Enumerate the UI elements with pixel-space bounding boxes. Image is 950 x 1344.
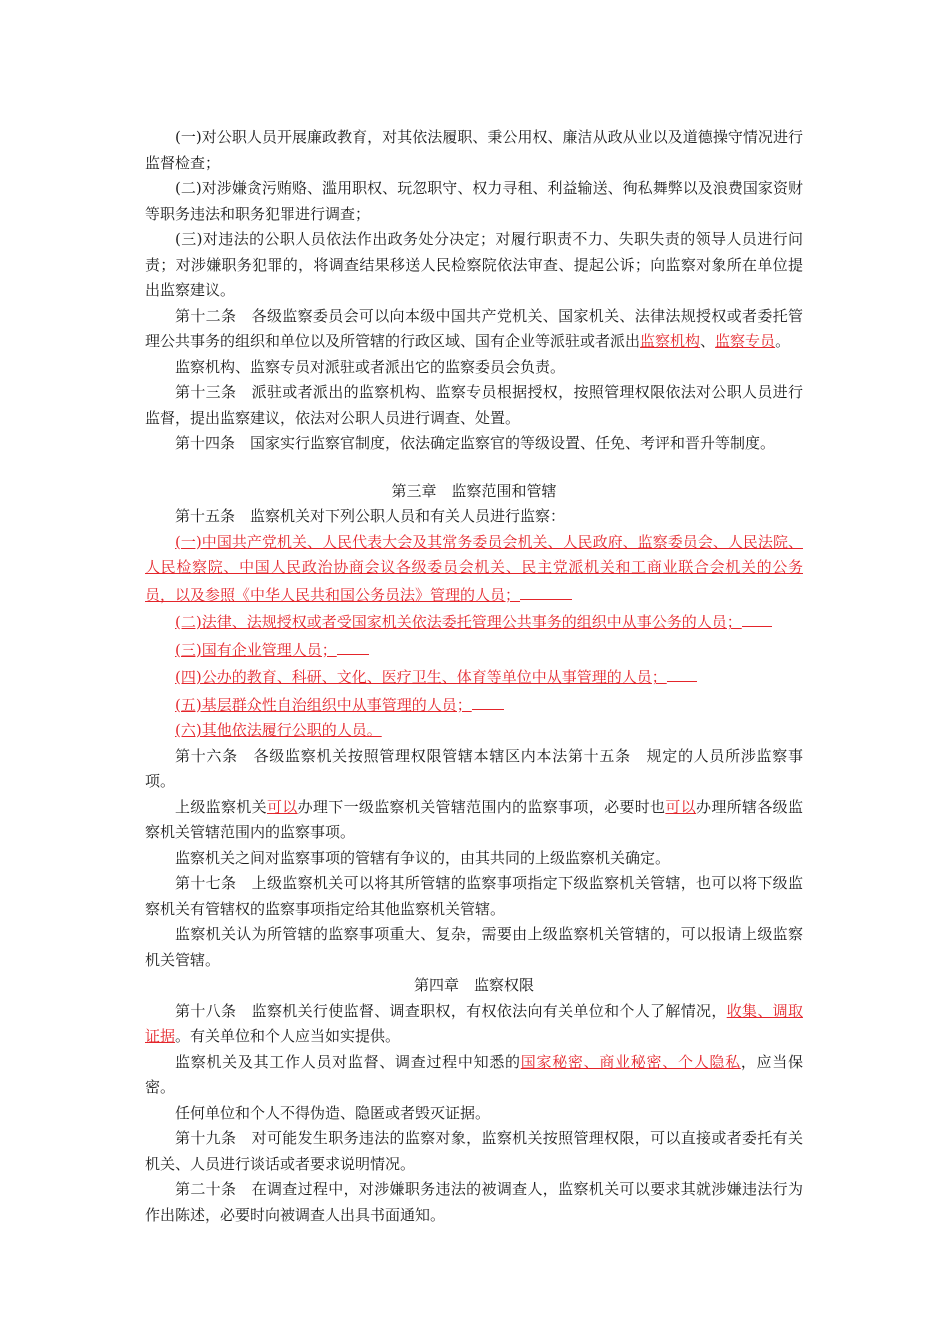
article-16: 第十六条 各级监察机关按照管理权限管辖本辖区内本法第十五条 规定的人员所涉监察事项。 — [145, 746, 803, 790]
highlight-item-5: (五)基层群众性自治组织中从事管理的人员； — [175, 695, 472, 714]
article-16-clause-3: 监察机关之间对监察事项的管辖有争议的，由其共同的上级监察机关确定。 — [175, 848, 671, 867]
paragraph-item-3: (三)对违法的公职人员依法作出政务处分决定；对履行职责不力、失职失责的领导人员进行问责；对涉嫌职务犯罪的，将调查结果移送人民检察院依法审查、提起公诉；向监察对象所在单位提出监察建议。 — [145, 230, 803, 299]
highlight-item-1: (一)中国共产党机关、人民代表大会及其常务委员会机关、人民政府、监察委员会、人民法院、人民检察院、中国人民政治协商会议各级委员会机关、民主党派机关和工商业联合会机关的公务员，以及参照《中华人民共和国公务员法》管理的人员； — [145, 532, 803, 604]
article-16-text-a: 上级监察机关 — [175, 797, 267, 816]
article-18 — [145, 999, 803, 1050]
highlight-supervision-commissioner: 监察专员 — [715, 332, 776, 350]
article-12-clause-2: 监察机构、监察专员对派驻或者派出它的监察委员会负责。 — [175, 357, 566, 376]
chapter-4-heading: 第四章 监察权限 — [413, 976, 534, 994]
paragraph-item-1: (一)对公职人员开展廉政教育，对其依法履职、秉公用权、廉洁从政从业以及道德操守情况进行监督检查； — [145, 128, 803, 172]
paragraph-item-2: (二)对涉嫌贪污贿赂、滥用职权、玩忽职守、权力寻租、利益输送、徇私舞弊以及浪费国家资财等职务违法和职务犯罪进行调查； — [145, 179, 803, 223]
article-16-clause-2 — [145, 795, 803, 846]
underline-tail — [520, 581, 572, 600]
underline-tail — [337, 636, 369, 655]
article-18-clause-2 — [145, 1050, 803, 1101]
highlight-supervision-agency: 监察机构 — [640, 332, 701, 350]
article-18-text-a: 第十八条 监察机关行使监督、调查职权，有权依法向有关单位和个人了解情况， — [175, 1001, 727, 1020]
article-13: 第十三条 派驻或者派出的监察机构、监察专员根据授权，按照管理权限依法对公职人员进行监督，提出监察建议，依法对公职人员进行调查、处置。 — [145, 383, 803, 427]
article-15-item-6 — [145, 718, 803, 744]
article-12 — [145, 304, 803, 355]
underline-tail — [742, 608, 772, 627]
highlight-secrets: 国家秘密、商业秘密、个人隐私 — [520, 1052, 741, 1071]
article-15: 第十五条 监察机关对下列公职人员和有关人员进行监察： — [175, 507, 566, 525]
article-20: 第二十条 在调查过程中，对涉嫌职务违法的被调查人，监察机关可以要求其就涉嫌违法行为作出陈述，必要时向被调查人出具书面通知。 — [145, 1180, 803, 1224]
article-18-clause-2-text-a: 监察机关及其工作人员对监督、调查过程中知悉的 — [175, 1052, 521, 1071]
article-18-text-b: 。有关单位和个人应当如实提供。 — [175, 1027, 401, 1045]
article-15-item-3 — [145, 636, 803, 664]
article-14: 第十四条 国家实行监察官制度，依法确定监察官的等级设置、任免、考评和晋升等制度。 — [175, 434, 776, 452]
section-gap — [145, 457, 803, 479]
highlight-item-3: (三)国有企业管理人员； — [175, 640, 337, 659]
period-text: 。 — [775, 332, 791, 350]
highlight-item-6: (六)其他依法履行公职的人员。 — [175, 721, 382, 739]
highlight-may-2: 可以 — [665, 797, 697, 816]
article-16-text-b: 办理下一级监察机关管辖范围内的监察事项，必要时也 — [297, 797, 666, 816]
article-16-text-c: 办理所辖各级监察机关管辖范围内的监察事项。 — [145, 797, 803, 841]
article-17-clause-2: 监察机关认为所管辖的监察事项重大、复杂，需要由上级监察机关管辖的，可以报请上级监察机关管辖。 — [145, 925, 803, 969]
article-15-item-5 — [145, 691, 803, 719]
highlight-may-1: 可以 — [266, 797, 298, 816]
highlight-collect-evidence: 收集、调取证据 — [145, 1001, 803, 1045]
underline-tail — [667, 663, 697, 682]
chapter-3-heading: 第三章 监察范围和管辖 — [391, 481, 557, 500]
article-12-text: 第十二条 各级监察委员会可以向本级中国共产党机关、国家机关、法律法规授权或者委托管理公共事务的组织和单位以及所管辖的行政区域、国有企业等派驻或者派出 — [145, 306, 803, 350]
article-15-item-1 — [145, 530, 803, 609]
article-17: 第十七条 上级监察机关可以将其所管辖的监察事项指定下级监察机关管辖，也可以将下级监察机关有管辖权的监察事项指定给其他监察机关管辖。 — [145, 874, 803, 918]
article-15-item-2 — [145, 608, 803, 636]
underline-tail — [472, 691, 504, 710]
article-18-clause-2-text-b: ，应当保密。 — [145, 1052, 803, 1096]
separator-text: 、 — [700, 332, 716, 350]
article-19: 第十九条 对可能发生职务违法的监察对象，监察机关按照管理权限，可以直接或者委托有关机关、人员进行谈话或者要求说明情况。 — [145, 1129, 803, 1173]
highlight-item-2: (二)法律、法规授权或者受国家机关依法委托管理公共事务的组织中从事公务的人员； — [175, 613, 742, 631]
article-18-clause-3: 任何单位和个人不得伪造、隐匿或者毁灭证据。 — [175, 1103, 491, 1122]
article-15-item-4 — [145, 663, 803, 691]
highlight-item-4: (四)公办的教育、科研、文化、医疗卫生、体育等单位中从事管理的人员； — [175, 668, 667, 686]
document-page — [145, 125, 803, 1228]
